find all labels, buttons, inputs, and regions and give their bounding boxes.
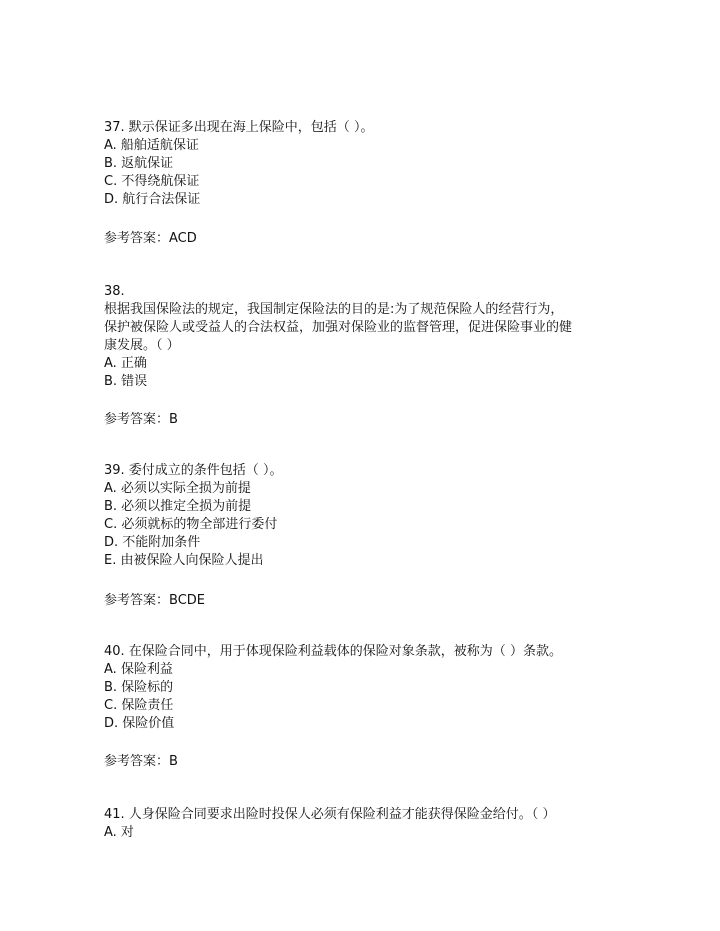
option-c: C. 不得绕航保证 (104, 174, 200, 189)
option-b: B. 保险标的 (104, 680, 174, 695)
question-40 (104, 643, 624, 733)
option-d: D. 航行合法保证 (104, 192, 201, 207)
option-a: A. 对 (104, 825, 134, 840)
question-text: 根据我国保险法的规定，我国制定保险法的目的是:为了规范保险人的经营行为， (104, 302, 564, 317)
option-c: C. 必须就标的物全部进行委付 (104, 517, 278, 532)
option-b: B. 错误 (104, 374, 148, 389)
question-41 (104, 806, 624, 842)
option-d: D. 不能附加条件 (104, 535, 201, 550)
question-text: 37. 默示保证多出现在海上保险中，包括（ ）。 (104, 120, 374, 135)
option-a: A. 保险利益 (104, 662, 173, 677)
reference-answer: 参考答案：ACD (104, 231, 197, 246)
reference-answer: 参考答案：BCDE (104, 593, 205, 608)
option-b: B. 返航保证 (104, 156, 174, 171)
question-number: 38. (104, 284, 125, 299)
question-text: 41. 人身保险合同要求出险时投保人必须有保险利益才能获得保险金给付。（ ） (104, 807, 556, 822)
option-a: A. 正确 (104, 356, 147, 371)
question-39 (104, 462, 624, 570)
answer-39 (104, 592, 624, 610)
option-b: B. 必须以推定全损为前提 (104, 499, 252, 514)
reference-answer: 参考答案：B (104, 412, 178, 427)
question-text: 康发展。（ ） (104, 338, 180, 353)
question-37 (104, 119, 624, 209)
option-a: A. 必须以实际全损为前提 (104, 481, 251, 496)
option-a: A. 船舶适航保证 (104, 138, 199, 153)
question-text: 39. 委付成立的条件包括（ ）。 (104, 463, 283, 478)
option-e: E. 由被保险人向保险人提出 (104, 553, 264, 568)
question-text: 保护被保险人或受益人的合法权益，加强对保险业的监督管理，促进保险事业的健 (104, 320, 573, 335)
answer-38 (104, 411, 624, 429)
reference-answer: 参考答案：B (104, 754, 178, 769)
option-d: D. 保险价值 (104, 716, 175, 731)
answer-40 (104, 753, 624, 771)
question-text: 40. 在保险合同中，用于体现保险利益载体的保险对象条款，被称为（ ）条款。 (104, 644, 562, 659)
option-c: C. 保险责任 (104, 698, 174, 713)
answer-37 (104, 230, 624, 248)
question-38 (104, 283, 624, 391)
